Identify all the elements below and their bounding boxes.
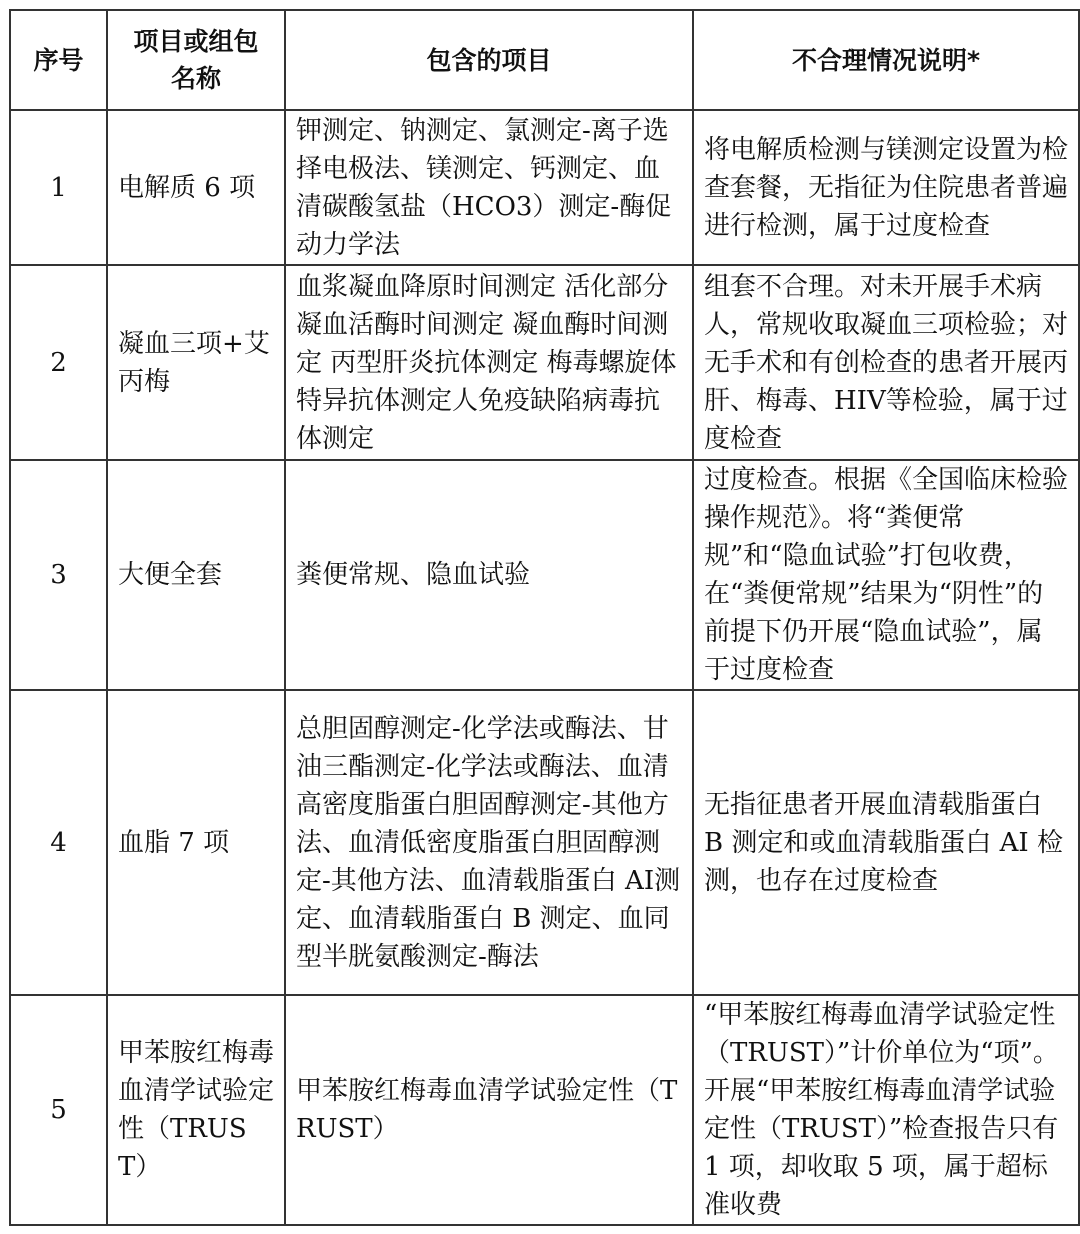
row-included-items: 粪便常规、隐血试验 [285, 460, 693, 690]
table-row [10, 110, 1079, 265]
row-reason: 组套不合理。对未开展手术病人，常规收取凝血三项检验；对无手术和有创检查的患者开展丙肝、梅毒、HIV等检验，属于过度检查 [693, 265, 1079, 460]
row-included-items: 血浆凝血降原时间测定 活化部分凝血活酶时间测定 凝血酶时间测定 丙型肝炎抗体测定 梅毒螺旋体特异抗体测定人免疫缺陷病毒抗体测定 [285, 265, 693, 460]
row-reason: 无指征患者开展血清载脂蛋白 B 测定和或血清载脂蛋白 AI 检测，也存在过度检查 [693, 690, 1079, 995]
row-reason: “甲苯胺红梅毒血清学试验定性（TRUST）”计价单位为“项”。开展“甲苯胺红梅毒血清学试验定性（TRUST）”检查报告只有 1 项，却收取 5 项，属于超标准收费 [693, 995, 1079, 1225]
row-included-items: 总胆固醇测定-化学法或酶法、甘油三酯测定-化学法或酶法、血清高密度脂蛋白胆固醇测定-其他方法、血清低密度脂蛋白胆固醇测定-其他方法、血清载脂蛋白 AⅠ测定、血清载脂蛋白 B 测定、血同型半胱氨酸测定-酶法 [285, 690, 693, 995]
inspection-table [9, 9, 1080, 1226]
row-item-name: 甲苯胺红梅毒血清学试验定性（TRUST） [107, 995, 285, 1225]
table-row [10, 265, 1079, 460]
row-number: 5 [10, 995, 107, 1225]
header-serial-number: 序号 [10, 10, 107, 110]
table-row [10, 460, 1079, 690]
row-number: 4 [10, 690, 107, 995]
row-included-items: 甲苯胺红梅毒血清学试验定性（TRUST） [285, 995, 693, 1225]
header-unreasonable-description: 不合理情况说明* [693, 10, 1079, 110]
row-reason: 将电解质检测与镁测定设置为检查套餐，无指征为住院患者普遍进行检测，属于过度检查 [693, 110, 1079, 265]
table-row [10, 690, 1079, 995]
row-reason: 过度检查。根据《全国临床检验操作规范》。将“粪便常规”和“隐血试验”打包收费，在“粪便常规”结果为“阴性”的前提下仍开展“隐血试验”，属于过度检查 [693, 460, 1079, 690]
row-item-name: 大便全套 [107, 460, 285, 690]
row-item-name: 电解质 6 项 [107, 110, 285, 265]
row-number: 1 [10, 110, 107, 265]
table-header-row [10, 10, 1079, 110]
header-item-name: 项目或组包名称 [107, 10, 285, 110]
row-included-items: 钾测定、钠测定、氯测定-离子选择电极法、镁测定、钙测定、血清碳酸氢盐（HCO3）测定-酶促动力学法 [285, 110, 693, 265]
row-number: 2 [10, 265, 107, 460]
row-item-name: 凝血三项+艾丙梅 [107, 265, 285, 460]
row-number: 3 [10, 460, 107, 690]
row-item-name: 血脂 7 项 [107, 690, 285, 995]
header-included-items: 包含的项目 [285, 10, 693, 110]
table-row [10, 995, 1079, 1225]
